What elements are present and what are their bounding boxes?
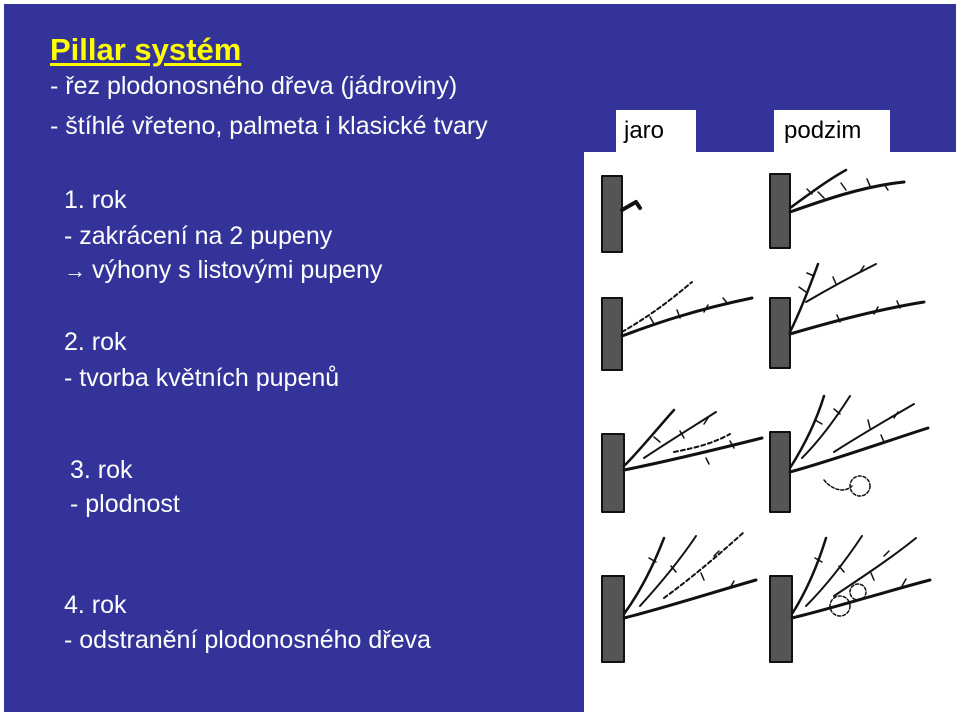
year-2-heading: 2. rok [64,328,127,356]
year-1-heading: 1. rok [64,186,127,214]
year-4-heading: 4. rok [64,591,127,619]
intro-line-1: - řez plodonosného dřeva (jádroviny) [50,72,458,100]
slide-title: Pillar systém [50,32,242,67]
year-1-line-1: - zakrácení na 2 pupeny [64,222,333,250]
intro-line-2: - štíhlé vřeteno, palmeta i klasické tvary [50,112,488,140]
year-3-heading: 3. rok [70,456,133,484]
sketch-year-4-autumn-icon [770,536,930,662]
pruning-illustration [584,152,960,716]
column-label-autumn: podzim [774,110,890,152]
sketch-year-1-autumn-icon [770,170,904,248]
year-1-line-2 [64,256,382,285]
arrow-right-icon: → [64,258,86,283]
sketch-year-2-autumn-icon [770,264,924,368]
year-3-line-1: - plodnost [70,490,180,518]
sketch-year-4-spring-icon [602,532,756,662]
year-2-line-1: - tvorba květních pupenů [64,364,340,392]
sketch-year-2-spring-icon [602,282,752,370]
year-1-line-2-text: výhony s listovými pupeny [92,256,383,284]
column-label-spring: jaro [616,110,696,152]
sketch-year-3-autumn-icon [770,396,928,512]
pruning-illustration-panel [584,152,960,716]
sketch-year-3-spring-icon [602,410,762,512]
year-4-line-1: - odstranění plodonosného dřeva [64,626,431,654]
sketch-year-1-spring-icon [602,176,640,252]
